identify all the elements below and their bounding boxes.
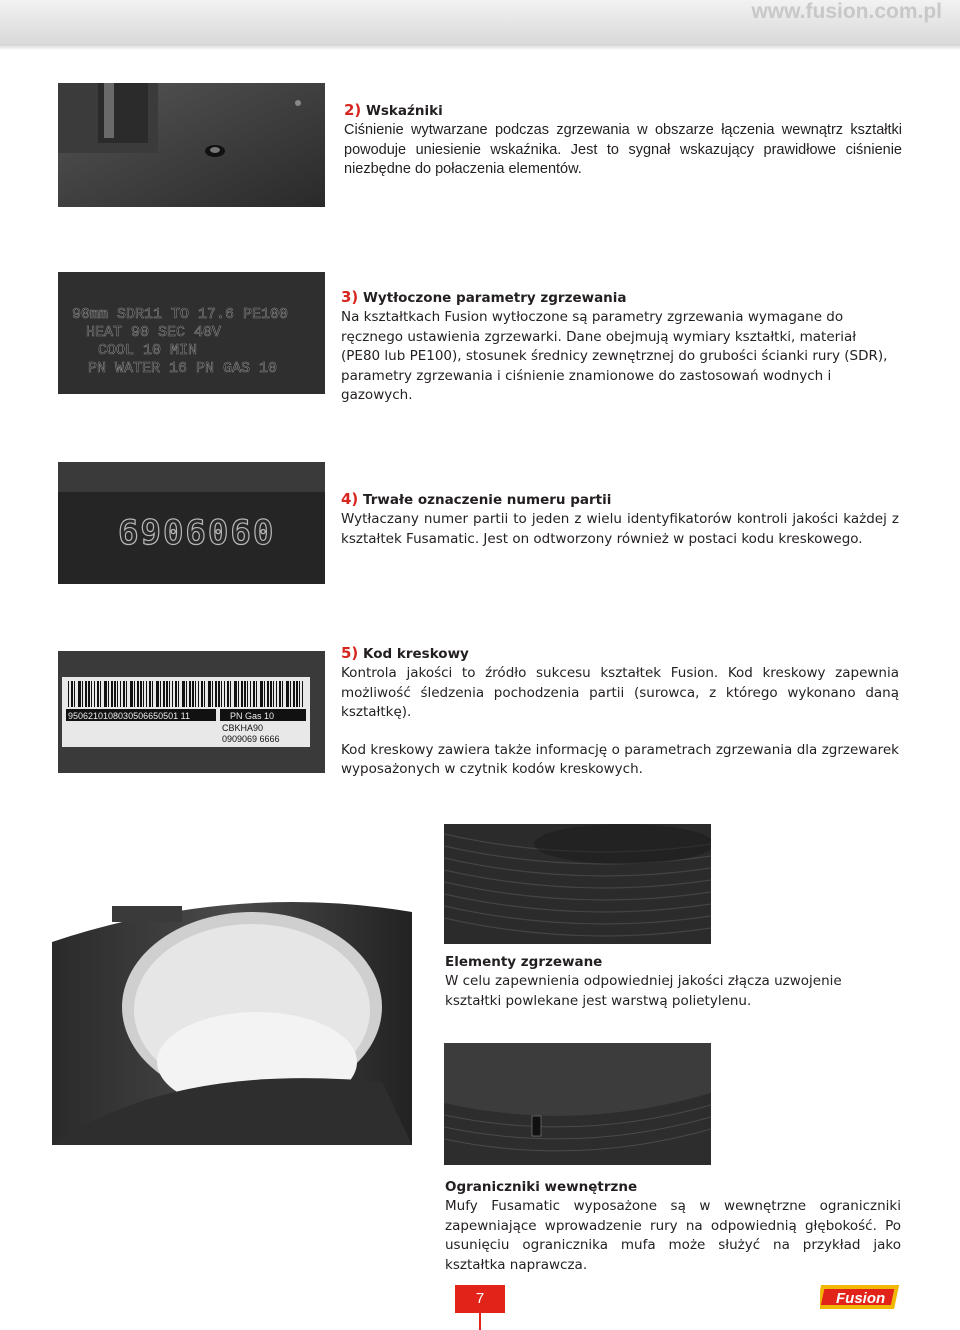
section-body: Wytłaczany numer partii to jeden z wielu identyfikatorów kontroli jakości każdej z kształtek Fusamatic. Jest on odtworzony również w postaci kodu kreskowego. bbox=[341, 511, 899, 547]
barcode-bar bbox=[149, 681, 151, 707]
barcode-bar bbox=[208, 681, 211, 707]
section-batch-number bbox=[341, 490, 899, 549]
embossed-line-3: COOL 10 MIN bbox=[98, 342, 198, 359]
barcode-bar bbox=[267, 681, 269, 707]
barcode-bar bbox=[302, 681, 303, 707]
section-welded-elements bbox=[445, 953, 901, 1011]
barcode-bar bbox=[182, 681, 185, 707]
barcode-bar bbox=[215, 681, 217, 707]
section-body: Mufy Fusamatic wyposażone są w wewnętrzne ograniczniki zapewniające wprowadzenie rury na odpowiednią głębokość. Po usunięciu ogranicznika mufa może służyć na przykład jako kształtka naprawcza. bbox=[445, 1198, 901, 1273]
section-body: Ciśnienie wytwarzane podczas zgrzewania w obszarze łączenia wewnątrz kształtki powoduje uniesienie wskaźnika. Jest to sygnał wskazujący prawidłowe ciśnienie niezbędne do połaczenia elementów. bbox=[344, 122, 902, 177]
barcode-bar bbox=[201, 681, 203, 707]
barcode-bar bbox=[276, 681, 277, 707]
barcode-bar bbox=[286, 681, 289, 707]
section-indicators bbox=[344, 101, 902, 180]
section-title-text: Wytłoczone parametry zgrzewania bbox=[363, 290, 627, 306]
barcode-bar bbox=[143, 681, 144, 707]
section-title-text: Ograniczniki wewnętrzne bbox=[445, 1179, 638, 1195]
barcode-bar bbox=[212, 681, 213, 707]
barcode-pn: PN Gas 10 bbox=[230, 711, 275, 721]
barcode-bar bbox=[260, 681, 263, 707]
barcode-bar bbox=[163, 681, 165, 707]
barcode-bar bbox=[140, 681, 142, 707]
barcode-bar bbox=[97, 681, 99, 707]
barcode-bar bbox=[296, 681, 298, 707]
barcode-bar bbox=[238, 681, 239, 707]
barcode-bar bbox=[74, 681, 75, 707]
barcode-bar bbox=[195, 681, 196, 707]
section-number: 5) bbox=[341, 644, 359, 662]
barcode-bar bbox=[117, 681, 118, 707]
barcode-bar bbox=[189, 681, 191, 707]
barcode-bar bbox=[244, 681, 246, 707]
barcode-bar bbox=[175, 681, 177, 707]
barcode-bar bbox=[250, 681, 251, 707]
barcode-photo-art bbox=[58, 651, 325, 773]
page-number: 7 bbox=[455, 1285, 505, 1313]
indicator-photo-art bbox=[58, 83, 325, 207]
section-title-text: Kod kreskowy bbox=[363, 646, 469, 662]
barcode-bar bbox=[178, 681, 179, 707]
fusion-logo bbox=[820, 1281, 902, 1313]
site-url[interactable]: www.fusion.com.pl bbox=[751, 0, 942, 23]
barcode-bar bbox=[221, 681, 222, 707]
page-header bbox=[0, 0, 960, 44]
svg-text:Fusion: Fusion bbox=[836, 1290, 886, 1307]
barcode-bar bbox=[126, 681, 127, 707]
barcode-bar bbox=[290, 681, 291, 707]
barcode-batch: 0909069 6666 bbox=[222, 734, 280, 744]
barcode-bar bbox=[146, 681, 147, 707]
barcode-bar bbox=[204, 681, 205, 707]
embossed-line-2: HEAT 90 SEC 40V bbox=[86, 324, 222, 341]
barcode-bar bbox=[234, 681, 237, 707]
barcode-bar bbox=[152, 681, 153, 707]
barcode-bar bbox=[108, 681, 109, 707]
embossed-parameters-photo bbox=[58, 272, 325, 394]
barcode-bar bbox=[130, 681, 133, 707]
barcode-bar bbox=[68, 681, 69, 707]
fitting-ring-photo bbox=[52, 902, 412, 1145]
section-title bbox=[341, 490, 899, 510]
barcode-bar bbox=[91, 681, 92, 707]
barcode-bar bbox=[247, 681, 248, 707]
section-body-2: Kod kreskowy zawiera także informację o parametrach zgrzewania dla zgrzewarek wyposażonych w czytnik kodów kreskowych. bbox=[341, 741, 899, 777]
section-title-text: Wskaźniki bbox=[366, 103, 443, 119]
barcode-bar bbox=[198, 681, 199, 707]
barcode-bar bbox=[114, 681, 116, 707]
barcode-bar bbox=[293, 681, 295, 707]
fusion-logo-art bbox=[820, 1281, 902, 1313]
header-shadow bbox=[0, 44, 960, 50]
section-title bbox=[341, 644, 899, 664]
section-title bbox=[344, 101, 902, 121]
barcode-code: 9506210108030506650501 11 bbox=[68, 711, 190, 721]
section-title-text: Elementy zgrzewane bbox=[445, 954, 603, 970]
barcode-bar bbox=[253, 681, 255, 707]
barcode-bar bbox=[279, 681, 281, 707]
barcode-bar bbox=[172, 681, 173, 707]
internal-stop-photo bbox=[444, 1043, 711, 1165]
section-number: 2) bbox=[344, 101, 362, 119]
barcode-bar bbox=[270, 681, 272, 707]
barcode-bar bbox=[134, 681, 135, 707]
barcode-bar bbox=[123, 681, 125, 707]
barcode-bar bbox=[104, 681, 107, 707]
barcode-bar bbox=[100, 681, 101, 707]
barcode-photo bbox=[58, 651, 325, 773]
barcode-bar bbox=[82, 681, 83, 707]
indicator-photo bbox=[58, 83, 325, 207]
barcode-bar bbox=[299, 681, 300, 707]
embossed-line-1: 90mm SDR11 TO 17.6 PE100 bbox=[72, 306, 289, 323]
barcode-bar bbox=[71, 681, 73, 707]
barcode-bar bbox=[218, 681, 220, 707]
barcode-bar bbox=[256, 681, 257, 707]
section-body: W celu zapewnienia odpowiedniej jakości złącza uzwojenie kształtki powlekane jest warstwą polietylenu. bbox=[445, 973, 842, 1009]
coil-windings-art bbox=[444, 824, 711, 944]
barcode-product: CBKHA90 bbox=[222, 723, 264, 733]
barcode-bar bbox=[137, 681, 139, 707]
embossed-line-4: PN WATER 16 PN GAS 10 bbox=[88, 360, 278, 377]
section-number: 4) bbox=[341, 490, 359, 508]
section-title-text: Trwałe oznaczenie numeru partii bbox=[363, 492, 612, 508]
barcode-bar bbox=[166, 681, 168, 707]
batch-photo-art bbox=[58, 462, 325, 584]
internal-stop-art bbox=[444, 1043, 711, 1165]
barcode-bar bbox=[273, 681, 274, 707]
barcode-bar bbox=[230, 681, 231, 707]
section-barcode bbox=[341, 644, 899, 780]
barcode-bar bbox=[224, 681, 225, 707]
barcode-bar bbox=[156, 681, 159, 707]
section-body: Na kształtkach Fusion wytłoczone są parametry zgrzewania wymagane do ręcznego ustawienia zgrzewarki. Dane obejmują wymiary kształtki, materiał (PE80 lub PE100), stosunek średnicy zewnętrznej do grubości ścianki rury (SDR), parametry zgrzewania i ciśnienie znamionowe do zastosowań wodnych i gazowych. bbox=[341, 309, 888, 403]
barcode-bar bbox=[120, 681, 121, 707]
batch-number-embossed: 6906060 bbox=[118, 513, 276, 553]
barcode-bar bbox=[78, 681, 81, 707]
barcode-bar bbox=[94, 681, 95, 707]
barcode-bar bbox=[169, 681, 170, 707]
section-number: 3) bbox=[341, 288, 359, 306]
page-number-marker bbox=[479, 1313, 481, 1330]
barcode-bar bbox=[192, 681, 194, 707]
barcode-bar bbox=[111, 681, 113, 707]
barcode-bar bbox=[85, 681, 87, 707]
barcode-bar bbox=[282, 681, 283, 707]
barcode-bar bbox=[186, 681, 187, 707]
fitting-ring-art bbox=[52, 902, 412, 1145]
barcode-bar bbox=[160, 681, 161, 707]
barcode-bar bbox=[264, 681, 265, 707]
coil-windings-photo bbox=[444, 824, 711, 944]
barcode-bar bbox=[241, 681, 243, 707]
barcode-bar bbox=[227, 681, 229, 707]
embossed-photo-art bbox=[58, 272, 325, 394]
section-body-1: Kontrola jakości to źródło sukcesu kształtek Fusion. Kod kreskowy zapewnia możliwość śledzenia pochodzenia partii (surowca, z którego wykonano daną kształtkę). bbox=[341, 665, 899, 720]
batch-number-photo bbox=[58, 462, 325, 584]
barcode-bar bbox=[88, 681, 90, 707]
section-title bbox=[341, 288, 899, 308]
section-internal-stops bbox=[445, 1178, 901, 1275]
section-embossed-parameters bbox=[341, 288, 899, 406]
